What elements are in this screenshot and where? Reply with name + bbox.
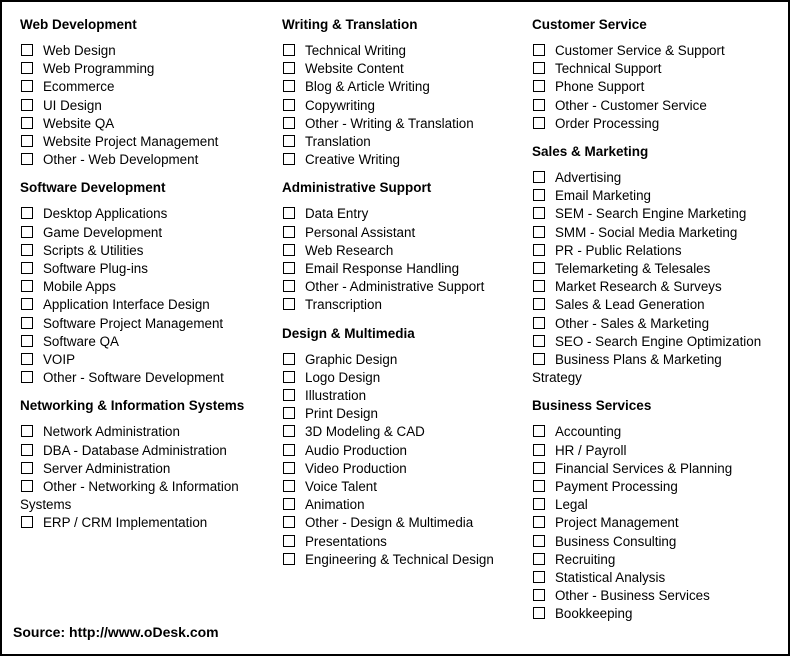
section-administrative-support (282, 179, 522, 314)
checkbox-item[interactable] (20, 151, 270, 169)
checkbox[interactable] (533, 462, 545, 474)
checkbox[interactable] (533, 480, 545, 492)
checkbox-label-line2: Systems (20, 497, 72, 513)
section-heading: Sales & Marketing (532, 144, 649, 160)
section-heading: Writing & Translation (282, 17, 418, 32)
checkbox-label: ERP / CRM Implementation (43, 515, 208, 531)
checkbox-label: Voice Talent (305, 479, 377, 495)
section-software-development (20, 179, 270, 387)
checkbox-item[interactable] (532, 533, 782, 551)
checkbox-item[interactable] (282, 514, 522, 532)
checkbox-item[interactable] (20, 296, 270, 314)
checkbox[interactable] (21, 425, 33, 437)
checkbox-item[interactable] (20, 315, 270, 333)
checkbox-label: Web Design (43, 43, 116, 58)
section-design-multimedia (282, 325, 522, 569)
checkbox-label: Blog & Article Writing (305, 79, 430, 95)
checkbox-label: Other - Software Development (43, 370, 224, 386)
checkbox[interactable] (21, 117, 33, 129)
checkbox-item[interactable] (20, 514, 270, 532)
checkbox-label: Game Development (43, 224, 163, 240)
checkbox[interactable] (533, 244, 545, 256)
checkbox-label: Payment Processing (555, 479, 678, 495)
checkbox-item[interactable] (532, 224, 782, 242)
checkbox[interactable] (21, 335, 33, 347)
checkbox-item[interactable] (532, 315, 782, 333)
column-2 (282, 16, 522, 569)
checkbox-item[interactable] (20, 460, 270, 478)
checkbox[interactable] (21, 462, 33, 474)
checkbox[interactable] (21, 262, 33, 274)
checkbox-label: Data Entry (305, 206, 369, 222)
checkbox-item[interactable] (532, 514, 782, 532)
checkbox-label: Accounting (555, 424, 622, 440)
checkbox-label-line1: Other - Networking & Information (43, 479, 239, 495)
checkbox-item[interactable] (532, 278, 782, 296)
checkbox-item[interactable] (532, 423, 782, 441)
checkbox-label: HR / Payroll (555, 442, 627, 458)
checkbox-item[interactable] (532, 478, 782, 496)
checkbox-label: Recruiting (555, 551, 616, 567)
checkbox[interactable] (21, 44, 33, 56)
checkbox-label: SMM - Social Media Marketing (555, 224, 738, 240)
source-caption: Source: http://www.oDesk.com (13, 624, 219, 640)
checkbox[interactable] (283, 99, 295, 111)
column-1 (20, 16, 270, 533)
checkbox-item[interactable] (20, 242, 270, 260)
checkbox[interactable] (533, 353, 545, 365)
checkbox-label: Network Administration (43, 424, 180, 440)
checkbox-item[interactable] (532, 97, 782, 115)
checkbox-label: UI Design (43, 97, 102, 113)
checkbox-item[interactable] (282, 97, 522, 115)
checkbox-item[interactable] (282, 369, 522, 387)
checkbox-item[interactable] (20, 60, 270, 78)
checkbox-label: PR - Public Relations (555, 242, 682, 258)
checkbox-label: Print Design (305, 406, 378, 422)
checkbox-label: Other - Customer Service (555, 97, 707, 113)
checkbox-item[interactable] (532, 242, 782, 260)
checkbox[interactable] (533, 207, 545, 219)
checkbox[interactable] (283, 262, 295, 274)
checkbox[interactable] (283, 371, 295, 383)
checkbox-label: Statistical Analysis (555, 570, 666, 586)
checkbox-label: Animation (305, 497, 365, 513)
checkbox-label: Engineering & Technical Design (305, 551, 494, 567)
checkbox[interactable] (533, 589, 545, 601)
checkbox-item[interactable] (282, 115, 522, 133)
checkbox-item-continuation (20, 496, 270, 514)
checkbox[interactable] (533, 298, 545, 310)
section-heading: Networking & Information Systems (20, 398, 245, 414)
checkbox-label: Order Processing (555, 115, 660, 131)
checkbox[interactable] (21, 516, 33, 528)
checkbox-label: Email Response Handling (305, 261, 460, 277)
checkbox-label: Illustration (305, 388, 367, 404)
checkbox[interactable] (283, 425, 295, 437)
checkbox[interactable] (283, 135, 295, 147)
checkbox-label: Software Project Management (43, 315, 224, 331)
checkbox-label: Desktop Applications (43, 206, 168, 222)
checkbox[interactable] (21, 80, 33, 92)
checkbox-item[interactable] (20, 351, 270, 369)
checkbox[interactable] (533, 317, 545, 329)
checkbox[interactable] (533, 44, 545, 56)
checkbox[interactable] (283, 516, 295, 528)
section-customer-service (532, 16, 782, 133)
checkbox-label: Other - Sales & Marketing (555, 315, 710, 331)
section-networking (20, 397, 270, 532)
checkbox-item[interactable] (532, 442, 782, 460)
checkbox[interactable] (283, 226, 295, 238)
checkbox-item[interactable] (532, 569, 782, 587)
section-writing-translation (282, 16, 522, 169)
checkbox-label: Copywriting (305, 97, 375, 113)
checkbox-item[interactable] (532, 496, 782, 514)
checkbox-label: Bookkeeping (555, 606, 633, 622)
checkbox[interactable] (533, 425, 545, 437)
checkbox[interactable] (533, 516, 545, 528)
checkbox-item[interactable] (282, 278, 522, 296)
checkbox-label: Logo Design (305, 369, 381, 385)
column-3 (532, 16, 782, 624)
section-heading: Web Development (20, 17, 137, 32)
checkbox[interactable] (283, 535, 295, 547)
checkbox[interactable] (283, 80, 295, 92)
checkbox[interactable] (283, 480, 295, 492)
checkbox-item[interactable] (20, 78, 270, 96)
checkbox-item[interactable] (20, 369, 270, 387)
checkbox-label: Customer Service & Support (555, 43, 725, 58)
checkbox[interactable] (533, 171, 545, 183)
checkbox-item[interactable] (282, 460, 522, 478)
checkbox-label: Transcription (305, 297, 382, 313)
checkbox-label: Technical Writing (305, 43, 406, 58)
checkbox-item[interactable] (532, 42, 782, 60)
checkbox-label: Financial Services & Planning (555, 460, 733, 476)
checkbox-label: Website Content (305, 61, 404, 77)
checkbox[interactable] (533, 262, 545, 274)
checkbox-label: Web Programming (43, 61, 155, 77)
checkbox-label: Business Consulting (555, 533, 677, 549)
checkbox-item[interactable] (532, 460, 782, 478)
section-heading: Design & Multimedia (282, 325, 415, 341)
section-heading: Customer Service (532, 17, 647, 32)
checkbox[interactable] (283, 444, 295, 456)
checkbox[interactable] (283, 353, 295, 365)
checkbox[interactable] (533, 62, 545, 74)
checkbox-label: Advertising (555, 170, 622, 186)
checkbox[interactable] (21, 480, 33, 492)
checkbox-item[interactable] (20, 42, 270, 60)
checkbox[interactable] (283, 44, 295, 56)
checkbox-item[interactable] (20, 97, 270, 115)
checkbox[interactable] (283, 498, 295, 510)
checkbox-label-line2: Strategy (532, 370, 582, 386)
checkbox-item[interactable] (282, 496, 522, 514)
checkbox-item-continuation (532, 369, 782, 387)
checkbox[interactable] (533, 335, 545, 347)
checkbox[interactable] (283, 553, 295, 565)
checkbox-label: Other - Writing & Translation (305, 115, 474, 131)
checkbox-item[interactable] (282, 296, 522, 314)
checkbox-item[interactable] (282, 551, 522, 569)
checkbox-item[interactable] (20, 205, 270, 223)
section-heading: Business Services (532, 398, 652, 414)
section-sales-marketing (532, 143, 782, 387)
checkbox[interactable] (21, 244, 33, 256)
checkbox-label: Ecommerce (43, 79, 115, 95)
checkbox-label: Market Research & Surveys (555, 279, 722, 295)
checkbox-item[interactable] (532, 115, 782, 133)
checkbox-label: Website Project Management (43, 134, 219, 150)
checkbox-label: Technical Support (555, 61, 662, 77)
checkbox-item[interactable] (282, 205, 522, 223)
checkbox-item[interactable] (532, 60, 782, 78)
checkbox-label: Website QA (43, 115, 115, 131)
checkbox[interactable] (21, 280, 33, 292)
checkbox-label: DBA - Database Administration (43, 442, 227, 458)
checkbox[interactable] (533, 571, 545, 583)
checkbox-label: Email Marketing (555, 188, 651, 204)
checkbox-item[interactable] (282, 78, 522, 96)
checkbox-item[interactable] (282, 224, 522, 242)
checkbox[interactable] (21, 353, 33, 365)
checkbox-item[interactable] (282, 151, 522, 169)
checkbox-label: Scripts & Utilities (43, 242, 144, 258)
checkbox-label: Mobile Apps (43, 279, 116, 295)
checkbox-label: Software Plug-ins (43, 261, 148, 277)
checkbox[interactable] (533, 498, 545, 510)
checkbox-label: Audio Production (305, 442, 407, 458)
checkbox-item[interactable] (282, 442, 522, 460)
checkbox-item[interactable] (282, 42, 522, 60)
checkbox[interactable] (21, 153, 33, 165)
checkbox-item[interactable] (20, 260, 270, 278)
checkbox-item[interactable] (282, 533, 522, 551)
checkbox-item[interactable] (20, 278, 270, 296)
checkbox-label: Translation (305, 134, 371, 150)
checkbox-label: Software QA (43, 333, 119, 349)
checkbox[interactable] (21, 317, 33, 329)
checkbox-label: Web Research (305, 242, 394, 258)
checkbox[interactable] (21, 135, 33, 147)
checkbox-item[interactable] (282, 60, 522, 78)
checkbox-item[interactable] (282, 260, 522, 278)
checkbox-item[interactable] (20, 442, 270, 460)
checkbox[interactable] (533, 99, 545, 111)
checkbox-label: SEM - Search Engine Marketing (555, 206, 747, 222)
checkbox-item[interactable] (532, 78, 782, 96)
checkbox-label: Presentations (305, 533, 387, 549)
checkbox[interactable] (283, 389, 295, 401)
checkbox[interactable] (283, 298, 295, 310)
checkbox-label: Project Management (555, 515, 679, 531)
checkbox[interactable] (533, 444, 545, 456)
checkbox-label: Personal Assistant (305, 224, 416, 240)
checkbox[interactable] (533, 553, 545, 565)
checkbox-item[interactable] (532, 587, 782, 605)
checkbox-item[interactable] (532, 333, 782, 351)
checkbox[interactable] (533, 80, 545, 92)
checkbox-item[interactable] (20, 333, 270, 351)
section-heading: Software Development (20, 180, 166, 196)
checkbox[interactable] (21, 99, 33, 111)
checkbox[interactable] (21, 371, 33, 383)
checkbox-item[interactable] (532, 296, 782, 314)
checkbox-label: 3D Modeling & CAD (305, 424, 425, 440)
checkbox[interactable] (283, 244, 295, 256)
checkbox-item[interactable] (282, 478, 522, 496)
checkbox-label-line1: Business Plans & Marketing (555, 352, 722, 368)
checkbox-item[interactable] (282, 387, 522, 405)
checkbox-label: Other - Design & Multimedia (305, 515, 474, 531)
checkbox-label: Server Administration (43, 460, 171, 476)
checkbox-label: SEO - Search Engine Optimization (555, 333, 762, 349)
checkbox-label: VOIP (43, 352, 75, 368)
checkbox[interactable] (21, 207, 33, 219)
checkbox[interactable] (533, 117, 545, 129)
checkbox-label: Other - Web Development (43, 152, 199, 168)
checkbox-item[interactable] (20, 423, 270, 441)
checkbox[interactable] (533, 535, 545, 547)
checkbox-label: Other - Business Services (555, 588, 710, 604)
checkbox-label: Graphic Design (305, 351, 398, 367)
checkbox[interactable] (21, 62, 33, 74)
checkbox[interactable] (283, 62, 295, 74)
checkbox[interactable] (283, 462, 295, 474)
checkbox-item[interactable] (532, 551, 782, 569)
checkbox-item[interactable] (20, 115, 270, 133)
checkbox-label: Sales & Lead Generation (555, 297, 705, 313)
checkbox[interactable] (283, 207, 295, 219)
checkbox[interactable] (533, 280, 545, 292)
checkbox-label: Telemarketing & Telesales (555, 261, 711, 277)
checkbox[interactable] (533, 189, 545, 201)
checkbox[interactable] (283, 117, 295, 129)
checkbox[interactable] (533, 607, 545, 619)
checkbox-item[interactable] (282, 242, 522, 260)
checkbox-item[interactable] (20, 478, 270, 496)
checkbox-item[interactable] (532, 187, 782, 205)
checkbox[interactable] (21, 298, 33, 310)
checkbox[interactable] (21, 226, 33, 238)
checkbox-label: Other - Administrative Support (305, 279, 485, 295)
section-web-development (20, 16, 270, 169)
checkbox-item[interactable] (282, 423, 522, 441)
checkbox-item[interactable] (532, 260, 782, 278)
checkbox[interactable] (533, 226, 545, 238)
checkbox-label: Legal (555, 497, 588, 513)
checkbox-item[interactable] (282, 351, 522, 369)
checkbox-label: Creative Writing (305, 152, 401, 168)
checkbox-label: Application Interface Design (43, 297, 210, 313)
checkbox[interactable] (283, 153, 295, 165)
section-business-services (532, 397, 782, 623)
section-heading: Administrative Support (282, 180, 432, 196)
checkbox-item[interactable] (532, 169, 782, 187)
checkbox-item[interactable] (282, 133, 522, 151)
checkbox-item[interactable] (282, 405, 522, 423)
checkbox-label: Phone Support (555, 79, 645, 95)
checkbox-item[interactable] (532, 351, 782, 369)
checkbox-item[interactable] (20, 224, 270, 242)
checkbox-item[interactable] (20, 133, 270, 151)
checkbox[interactable] (283, 407, 295, 419)
checkbox-item[interactable] (532, 205, 782, 223)
checkbox[interactable] (21, 444, 33, 456)
checkbox-label: Video Production (305, 460, 407, 476)
checkbox-item[interactable] (532, 605, 782, 623)
checkbox[interactable] (283, 280, 295, 292)
